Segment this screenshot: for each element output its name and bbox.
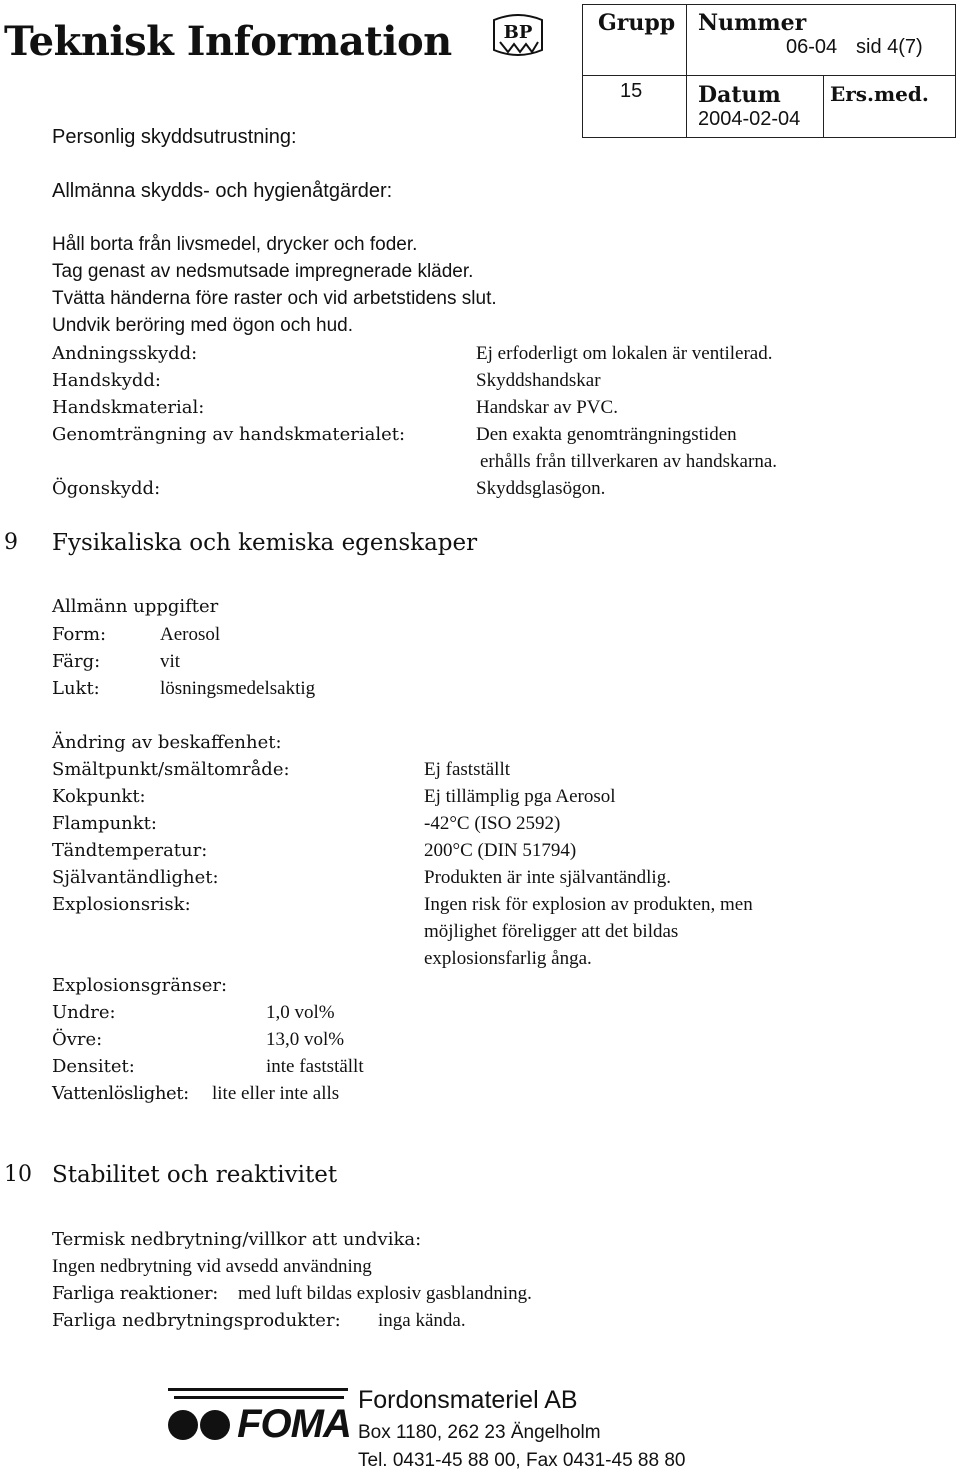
ogon-value: Skyddsglasögon.: [476, 478, 606, 499]
nummer-value: 06-04: [786, 36, 838, 58]
nedbr-value: inga kända.: [378, 1310, 466, 1331]
datum-label: Datum: [698, 82, 781, 108]
form-value: Aerosol: [160, 624, 221, 645]
smalt-label: Smältpunkt/smältområde:: [52, 759, 290, 780]
expl-value: Ingen risk för explosion av produkten, men: [424, 894, 753, 915]
page-number: sid 4(7): [856, 36, 923, 58]
expl-value-cont: explosionsfarlig ånga.: [424, 948, 592, 969]
handskmat-value: Handskar av PVC.: [476, 397, 618, 418]
company-name: Fordonsmateriel AB: [358, 1386, 578, 1414]
kok-label: Kokpunkt:: [52, 786, 146, 807]
termisk-value: Ingen nedbrytning vid avsedd användning: [52, 1256, 372, 1277]
farliga-label: Farliga reaktioner:: [52, 1283, 219, 1304]
tand-label: Tändtemperatur:: [52, 840, 208, 861]
andning-value: Ej erfoderligt om lokalen är ventilerad.: [476, 343, 773, 364]
document-title: Teknisk Information: [4, 18, 452, 65]
flam-value: -42°C (ISO 2592): [424, 813, 561, 834]
hygiene-line: Tvätta händerna före raster och vid arbetstidens slut.: [52, 288, 497, 309]
genom-value-cont: erhålls från tillverkaren av handskarna.: [480, 451, 778, 472]
undre-value: 1,0 vol%: [266, 1002, 335, 1023]
section-heading: Fysikaliska och kemiska egenskaper: [52, 530, 478, 556]
expl-value-cont: möjlighet föreligger att det bildas: [424, 921, 679, 942]
nummer-label: Nummer: [698, 10, 807, 36]
nedbr-label: Farliga nedbrytningsprodukter:: [52, 1310, 341, 1331]
ovre-value: 13,0 vol%: [266, 1029, 345, 1050]
vatten-label: Vattenlöslighet:: [52, 1083, 189, 1104]
foma-logo: FOMA: [168, 1402, 351, 1447]
genom-value: Den exakta genomträngningstiden: [476, 424, 737, 445]
andning-label: Andningsskydd:: [52, 343, 198, 364]
ersmed-label: Ers.med.: [830, 82, 929, 106]
hygiene-line: Undvik beröring med ögon och hud.: [52, 315, 354, 336]
section-number: 10: [4, 1162, 32, 1187]
form-label: Form:: [52, 624, 107, 645]
hygiene-line: Tag genast av nedsmutsade impregnerade kläder.: [52, 261, 474, 282]
farg-value: vit: [160, 651, 181, 672]
svg-text:BP: BP: [503, 22, 533, 43]
bp-logo: [490, 14, 546, 60]
company-address: Box 1180, 262 23 Ängelholm: [358, 1422, 601, 1443]
ogon-label: Ögonskydd:: [52, 478, 161, 499]
grupp-label: Grupp: [598, 10, 676, 36]
smalt-value: Ej fastställt: [424, 759, 511, 780]
grupp-value: 15: [620, 80, 643, 102]
expl-label: Explosionsrisk:: [52, 894, 191, 915]
section-number: 9: [4, 530, 18, 555]
dens-label: Densitet:: [52, 1056, 135, 1077]
kok-value: Ej tillämplig pga Aerosol: [424, 786, 616, 807]
allmann-heading: Allmänn uppgifter: [52, 596, 219, 617]
handskydd-label: Handskydd:: [52, 370, 161, 391]
tand-value: 200°C (DIN 51794): [424, 840, 577, 861]
farliga-value: med luft bildas explosiv gasblandning.: [238, 1283, 532, 1304]
allmanna-heading: Allmänna skydds- och hygienåtgärder:: [52, 180, 393, 202]
explgr-heading: Explosionsgränser:: [52, 975, 228, 996]
termisk-label: Termisk nedbrytning/villkor att undvika:: [52, 1229, 422, 1250]
sjalv-value: Produkten är inte självantändlig.: [424, 867, 671, 888]
personlig-heading: Personlig skyddsutrustning:: [52, 126, 297, 148]
section-heading: Stabilitet och reaktivitet: [52, 1162, 338, 1188]
company-phone: Tel. 0431-45 88 00, Fax 0431-45 88 80: [358, 1450, 686, 1471]
hygiene-line: Håll borta från livsmedel, drycker och foder.: [52, 234, 418, 255]
datum-value: 2004-02-04: [698, 108, 801, 130]
andring-heading: Ändring av beskaffenhet:: [52, 732, 282, 753]
vatten-value: lite eller inte alls: [212, 1083, 340, 1104]
farg-label: Färg:: [52, 651, 101, 672]
handskydd-value: Skyddshandskar: [476, 370, 601, 391]
sjalv-label: Självantändlighet:: [52, 867, 219, 888]
lukt-value: lösningsmedelsaktig: [160, 678, 316, 699]
flam-label: Flampunkt:: [52, 813, 157, 834]
dens-value: inte fastställt: [266, 1056, 364, 1077]
undre-label: Undre:: [52, 1002, 116, 1023]
foma-speed-lines: [168, 1388, 348, 1399]
genom-label: Genomträngning av handskmaterialet:: [52, 424, 406, 445]
handskmat-label: Handskmaterial:: [52, 397, 205, 418]
ovre-label: Övre:: [52, 1029, 103, 1050]
lukt-label: Lukt:: [52, 678, 100, 699]
